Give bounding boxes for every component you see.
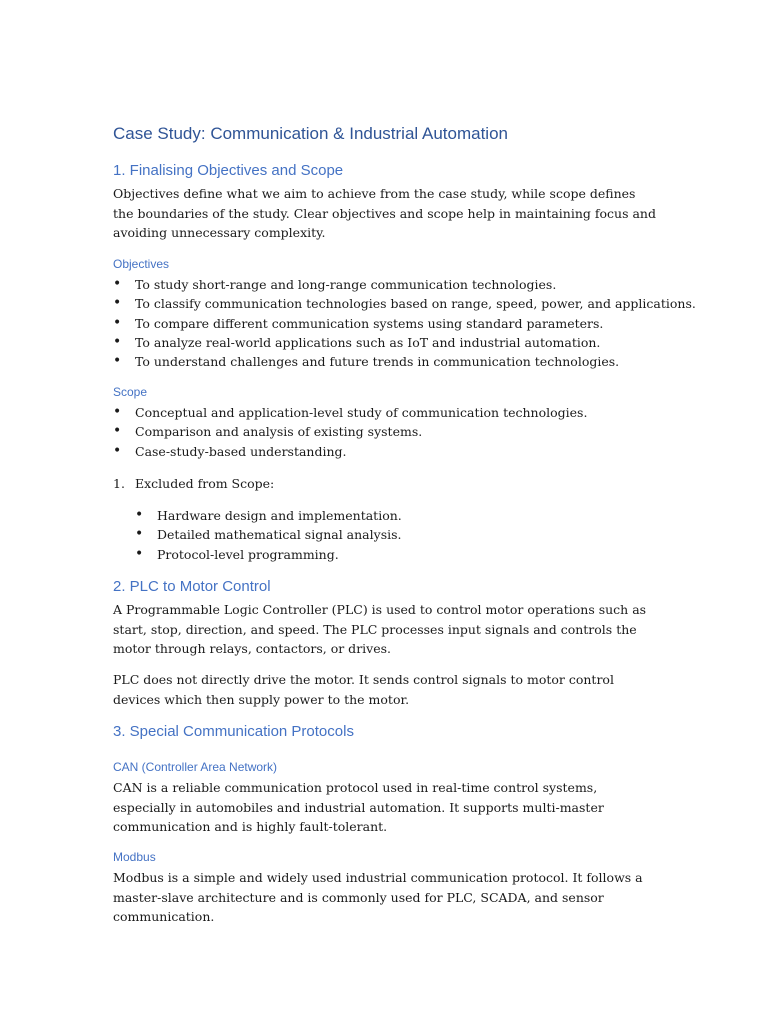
modbus-text: Modbus is a simple and widely used industrial communication protocol. It follows a master-slave architecture and is commonly used for PLC, SCADA, and sensor communication. [113, 870, 643, 924]
bullet-icon: • [113, 423, 122, 440]
list-item: • To classify communication technologies based on range, speed, power, and applications. [113, 294, 696, 313]
list-item: • To analyze real-world applications such as IoT and industrial automation. [113, 333, 696, 352]
bullet-icon: • [113, 353, 122, 370]
section-3-heading: 3. Special Communication Protocols [113, 723, 354, 740]
bullet-icon: • [113, 295, 122, 312]
document-title: Case Study: Communication & Industrial Automation [113, 124, 508, 143]
excluded-list [135, 506, 402, 564]
section-2-heading: 2. PLC to Motor Control [113, 578, 271, 595]
list-item: • Hardware design and implementation. [135, 506, 402, 525]
bullet-icon: • [113, 442, 122, 459]
can-heading: CAN (Controller Area Network) [113, 760, 278, 774]
section-1-intro: Objectives define what we aim to achieve from the case study, while scope defines the boundaries of the study. Clear objectives and scope help in maintaining focus and avoiding unnecessary complexity. [113, 186, 656, 240]
list-item: • Conceptual and application-level study of communication technologies. [113, 403, 587, 422]
section-2-para-1: A Programmable Logic Controller (PLC) is used to control motor operations such as start, stop, direction, and speed. The PLC processes input signals and controls the motor through relays, contactors, or drives. [113, 602, 647, 656]
bullet-icon: • [113, 404, 122, 420]
list-item: • Protocol-level programming. [135, 545, 402, 564]
list-item: • Comparison and analysis of existing systems. [113, 422, 587, 441]
list-number: 1. [113, 476, 125, 491]
list-item: • To understand challenges and future trends in communication technologies. [113, 352, 696, 371]
section-2-para-2: PLC does not directly drive the motor. It sends control signals to motor control devices which then supply power to the motor. [113, 672, 614, 707]
list-item: • To study short-range and long-range communication technologies. [113, 275, 696, 294]
excluded-from-scope-item [113, 474, 274, 493]
objectives-heading: Objectives [113, 257, 170, 271]
list-item: • Detailed mathematical signal analysis. [135, 525, 402, 544]
scope-list [113, 403, 587, 461]
excluded-label: Excluded from Scope: [135, 476, 275, 491]
bullet-icon: • [135, 545, 144, 562]
can-text: CAN is a reliable communication protocol used in real-time control systems, especially in automobiles and industrial automation. It supports multi-master communication and is highly fault-tolerant. [113, 780, 604, 834]
bullet-icon: • [135, 526, 144, 543]
scope-heading: Scope [113, 385, 148, 399]
bullet-icon: • [113, 314, 122, 331]
list-item: • Case-study-based understanding. [113, 442, 587, 461]
section-1-heading: 1. Finalising Objectives and Scope [113, 162, 344, 179]
bullet-icon: • [113, 276, 122, 292]
bullet-icon: • [113, 333, 122, 350]
modbus-heading: Modbus [113, 850, 156, 864]
bullet-icon: • [135, 507, 144, 523]
objectives-list [113, 275, 696, 371]
list-item: • To compare different communication systems using standard parameters. [113, 314, 696, 333]
